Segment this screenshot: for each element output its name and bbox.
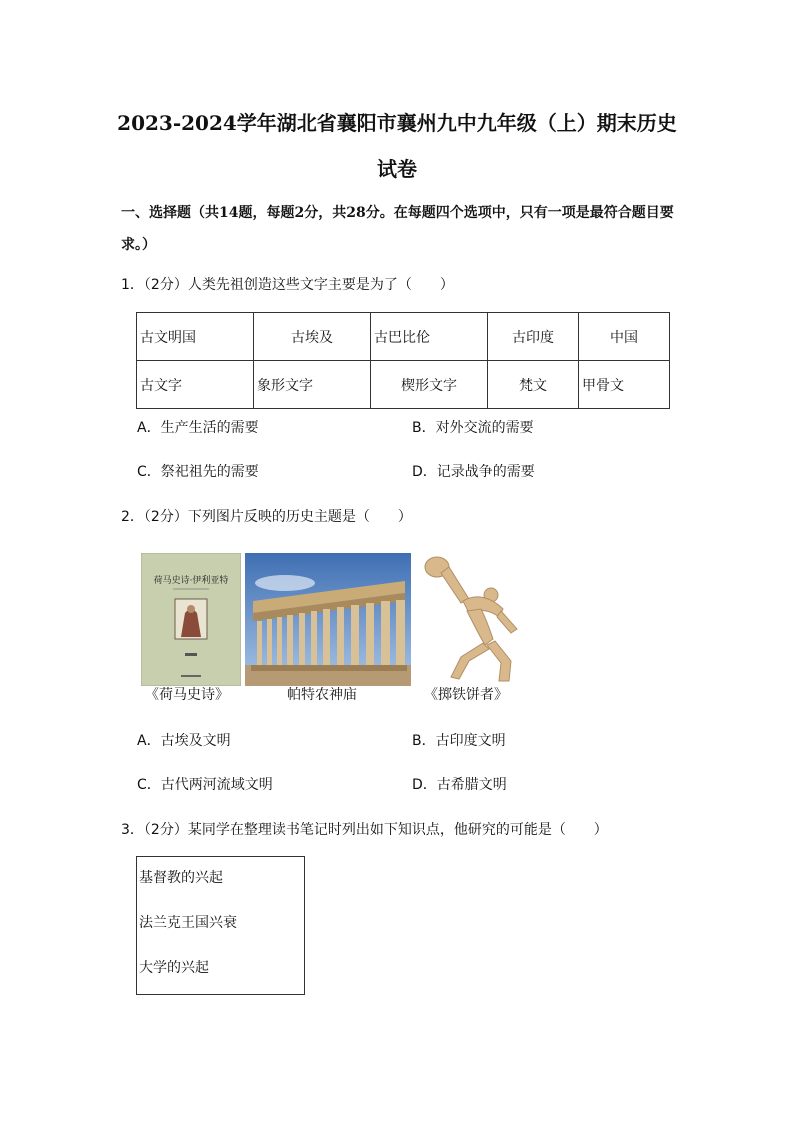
question-3-stem: 3．（2分）某同学在整理读书笔记时列出如下知识点，他研究的可能是（ ） <box>121 822 608 838</box>
page-title: 2023-2024学年湖北省襄阳市襄州九中九年级（上）期末历史试卷 <box>117 111 677 181</box>
q2-option-c: C．古代两河流域文明 <box>137 777 273 793</box>
table-cell: 古印度 <box>488 313 579 361</box>
question-1-stem: 1．（2分）人类先祖创造这些文字主要是为了（ ） <box>121 277 454 293</box>
table-cell: 楔形文字 <box>371 361 488 409</box>
parthenon-image <box>245 553 411 686</box>
q2-option-a: A．古埃及文明 <box>137 733 231 749</box>
book-title-text: 荷马史诗·伊利亚特 <box>153 576 229 586</box>
discobolus-statue-image <box>421 553 525 686</box>
table-cell: 中国 <box>579 313 670 361</box>
note-item: 大学的兴起 <box>139 960 209 976</box>
table-cell: 古文字 <box>137 361 254 409</box>
caption-parthenon: 帕特农神庙 <box>287 687 357 703</box>
civilization-table <box>136 312 670 409</box>
note-item: 法兰克王国兴衰 <box>139 915 237 931</box>
q1-option-a: A．生产生活的需要 <box>137 420 259 436</box>
note-item: 基督教的兴起 <box>139 870 223 886</box>
table-row <box>137 313 670 361</box>
reading-notes-box <box>136 856 305 995</box>
question-2-stem: 2．（2分）下列图片反映的历史主题是（ ） <box>121 509 412 525</box>
homer-epic-book-image <box>141 553 241 686</box>
caption-homer-epic: 《荷马史诗》 <box>145 687 229 703</box>
caption-discobolus: 《掷铁饼者》 <box>424 687 508 703</box>
q1-option-d: D．记录战争的需要 <box>412 464 535 480</box>
q1-option-b: B．对外交流的需要 <box>412 420 534 436</box>
q2-option-b: B．古印度文明 <box>412 733 506 749</box>
table-cell: 古埃及 <box>254 313 371 361</box>
q2-option-d: D．古希腊文明 <box>412 777 507 793</box>
table-cell: 甲骨文 <box>579 361 670 409</box>
section-heading: 一、选择题（共14题，每题2分，共28分。在每题四个选项中，只有一项是最符合题目要求。） <box>121 205 674 253</box>
table-row <box>137 361 670 409</box>
table-cell: 象形文字 <box>254 361 371 409</box>
table-cell: 古文明国 <box>137 313 254 361</box>
q1-option-c: C．祭祀祖先的需要 <box>137 464 259 480</box>
table-cell: 梵文 <box>488 361 579 409</box>
table-cell: 古巴比伦 <box>371 313 488 361</box>
